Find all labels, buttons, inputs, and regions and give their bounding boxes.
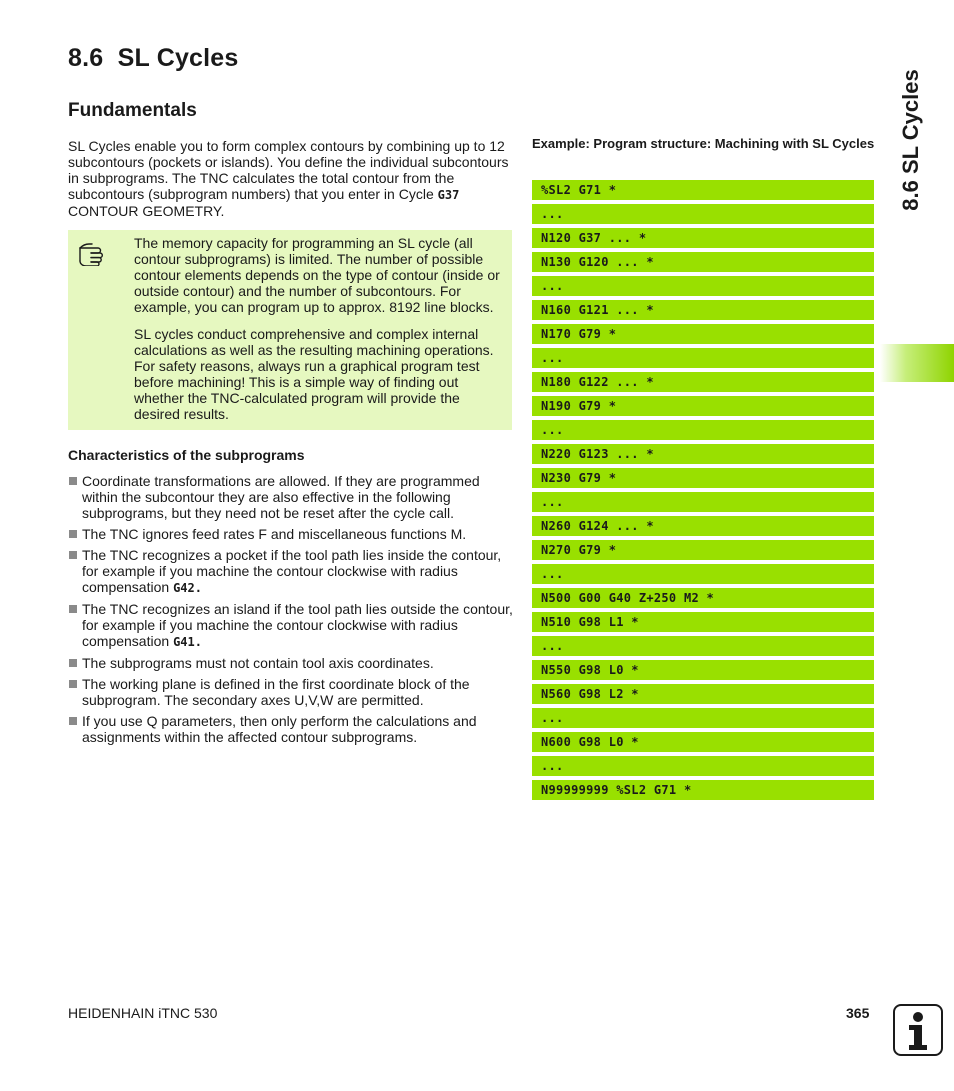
code-line: N130 G120 ... * [532,252,874,272]
code-line: ... [532,420,874,440]
code-line: N180 G122 ... * [532,372,874,392]
info-icon [893,1004,943,1056]
example-title: Example: Program structure: Machining with SL Cycles [532,136,875,151]
characteristics-list [68,473,513,750]
bullet-square-icon [69,551,77,559]
code-line: N270 G79 * [532,540,874,560]
intro-text: SL Cycles enable you to form complex contours by combining up to 12 subcontours (pockets or islands). You define the individual subcontours in subprograms. The TNC calculates the total contour from the subcontours (subprogram numbers) that you enter in Cycle [68,138,509,202]
code-line: ... [532,756,874,776]
list-item: The TNC recognizes an island if the tool path lies outside the contour, for example if you machine the contour clockwise with radius compensation G41. [68,601,513,650]
intro-code: G37 [437,188,460,202]
code-line: N510 G98 L1 * [532,612,874,632]
chapter-tab-marker [880,344,954,382]
code-line: N160 G121 ... * [532,300,874,320]
code-line: N120 G37 ... * [532,228,874,248]
side-tab [896,60,926,220]
code-line: ... [532,708,874,728]
code-line: N560 G98 L2 * [532,684,874,704]
side-tab-label: 8.6 SL Cycles [898,69,923,211]
code-line: N600 G98 L0 * [532,732,874,752]
characteristics-title: Characteristics of the subprograms [68,447,305,463]
code-line: N500 G00 G40 Z+250 M2 * [532,588,874,608]
list-item: The TNC ignores feed rates F and miscellaneous functions M. [68,526,513,542]
list-item: The subprograms must not contain tool axis coordinates. [68,655,513,671]
code-line: ... [532,492,874,512]
bullet-square-icon [69,605,77,613]
code-line: N550 G98 L0 * [532,660,874,680]
section-title: SL Cycles [117,44,239,72]
code-line: ... [532,564,874,584]
code-line: N260 G124 ... * [532,516,874,536]
inline-code: G42. [173,581,202,595]
note-paragraph-1: The memory capacity for programming an SL cycle (all contour subprograms) is limited. The number of possible contour elements depends on the type of contour (inside or outside contour) and the number of subcontours. For example, you can program up to approx. 8192 line blocks. [134,235,500,315]
note-paragraph-2: SL cycles conduct comprehensive and complex internal calculations as well as the resulting machining operations. For safety reasons, always run a graphical program test before machining! This is a simple way of finding out whether the TNC-calculated program will provide the desired results. [134,326,494,422]
code-line: ... [532,636,874,656]
code-line: ... [532,348,874,368]
bullet-square-icon [69,717,77,725]
code-line: N190 G79 * [532,396,874,416]
note-box [68,230,512,430]
code-line: N220 G123 ... * [532,444,874,464]
footer-product: HEIDENHAIN iTNC 530 [68,1005,218,1021]
code-line: N170 G79 * [532,324,874,344]
bullet-square-icon [69,477,77,485]
code-line: ... [532,276,874,296]
code-line: ... [532,204,874,224]
list-item: The TNC recognizes a pocket if the tool path lies inside the contour, for example if you machine the contour clockwise with radius compensation G42. [68,547,513,596]
list-item: Coordinate transformations are allowed. If they are programmed within the subcontour they are also effective in the following subprograms, but they need not be reset after the cycle call. [68,473,513,521]
subheading: Fundamentals [68,100,197,121]
pointing-hand-icon [78,238,112,266]
list-item: The working plane is defined in the first coordinate block of the subprogram. The secondary axes U,V,W are permitted. [68,676,513,708]
intro-paragraph [68,138,513,219]
inline-code: G41. [173,635,202,649]
bullet-square-icon [69,659,77,667]
list-item: If you use Q parameters, then only perform the calculations and assignments within the affected contour subprograms. [68,713,513,745]
intro-text-end: CONTOUR GEOMETRY. [68,203,225,219]
section-number: 8.6 [68,44,104,72]
page-title [68,44,239,73]
code-line: %SL2 G71 * [532,180,874,200]
page-number: 365 [846,1005,870,1021]
code-line: N99999999 %SL2 G71 * [532,780,874,800]
code-listing [532,180,874,804]
bullet-square-icon [69,530,77,538]
code-line: N230 G79 * [532,468,874,488]
bullet-square-icon [69,680,77,688]
